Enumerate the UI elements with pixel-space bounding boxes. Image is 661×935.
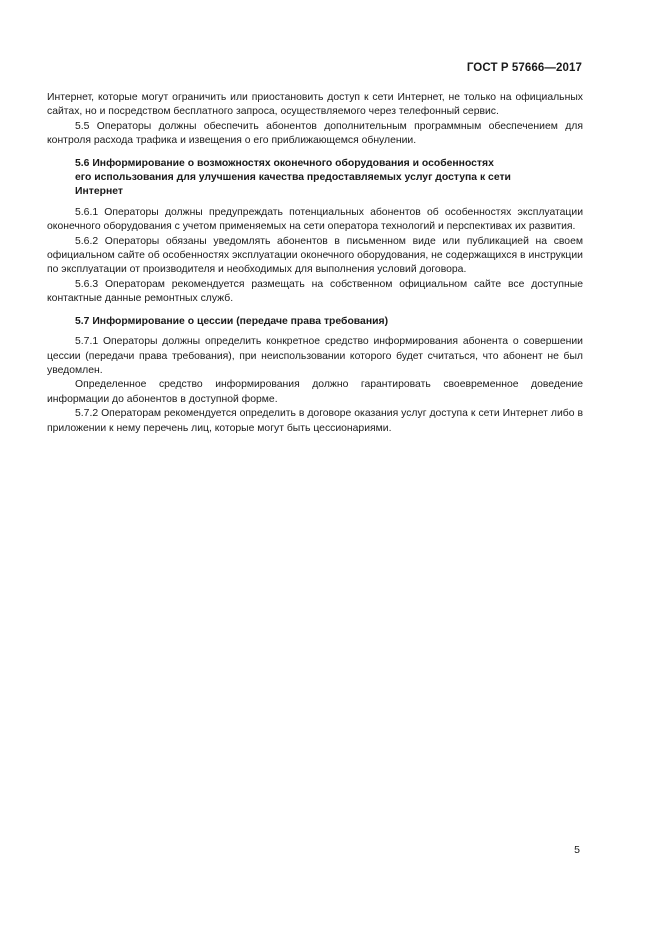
paragraph-5-5: 5.5 Операторы должны обеспечить абонентов дополнительным программным обеспечением для контроля расхода трафика и извещения о его приближающемся обнулении. bbox=[47, 120, 583, 147]
paragraph-5-6-1: 5.6.1 Операторы должны предупреждать потенциальных абонентов об особенностях эксплуатации оконечного оборудования с учетом применяемых на сети оператора технологий и перспективах их развития. bbox=[47, 206, 583, 233]
paragraph-intro-continuation: Интернет, которые могут ограничить или приостановить доступ к сети Интернет, не только на официальных сайтах, но и посредством бесплатного запроса, осуществляемого через телефонный сервис. bbox=[47, 92, 583, 118]
section-heading-5-6-line1: 5.6 Информирование о возможностях оконечного оборудования и особенностях bbox=[75, 157, 494, 169]
document-code-header: ГОСТ Р 57666—2017 bbox=[466, 62, 582, 74]
paragraph-5-7-1-continued: Определенное средство информирования должно гарантировать своевременное доведение информации до абонентов в доступной форме. bbox=[47, 379, 583, 405]
paragraph-5-7-1: 5.7.1 Операторы должны определить конкретное средство информирования абонента о совершении цессии (передачи права требования), при неиспользовании которого будет считаться, что абонент не был уведомлен. bbox=[47, 336, 583, 376]
paragraph-5-6-3: 5.6.3 Операторам рекомендуется размещать на собственном официальном сайте все доступные контактные данные ремонтных служб. bbox=[47, 278, 583, 305]
paragraph-5-7-2: 5.7.2 Операторам рекомендуется определить в договоре оказания услуг доступа к сети Интернет либо в приложении к нему перечень лиц, которые могут быть цессионариями. bbox=[47, 408, 583, 434]
document-body bbox=[47, 91, 583, 436]
section-heading-5-6 bbox=[47, 157, 583, 200]
paragraph-5-6-2: 5.6.2 Операторы обязаны уведомлять абонентов в письменном виде или публикацией на своем официальном сайте об особенностях эксплуатации оконечного оборудования, не содержащихся в инструкции по эксплуатации от производителя и необходимых для выполнения условий договора. bbox=[47, 235, 583, 276]
section-heading-5-6-line2: его использования для улучшения качества предоставляемых услуг доступа к сети bbox=[75, 172, 511, 184]
section-heading-5-7: 5.7 Информирование о цессии (передаче права требования) bbox=[75, 315, 389, 327]
page-number: 5 bbox=[574, 844, 580, 856]
section-heading-5-6-line3: Интернет bbox=[75, 186, 123, 198]
